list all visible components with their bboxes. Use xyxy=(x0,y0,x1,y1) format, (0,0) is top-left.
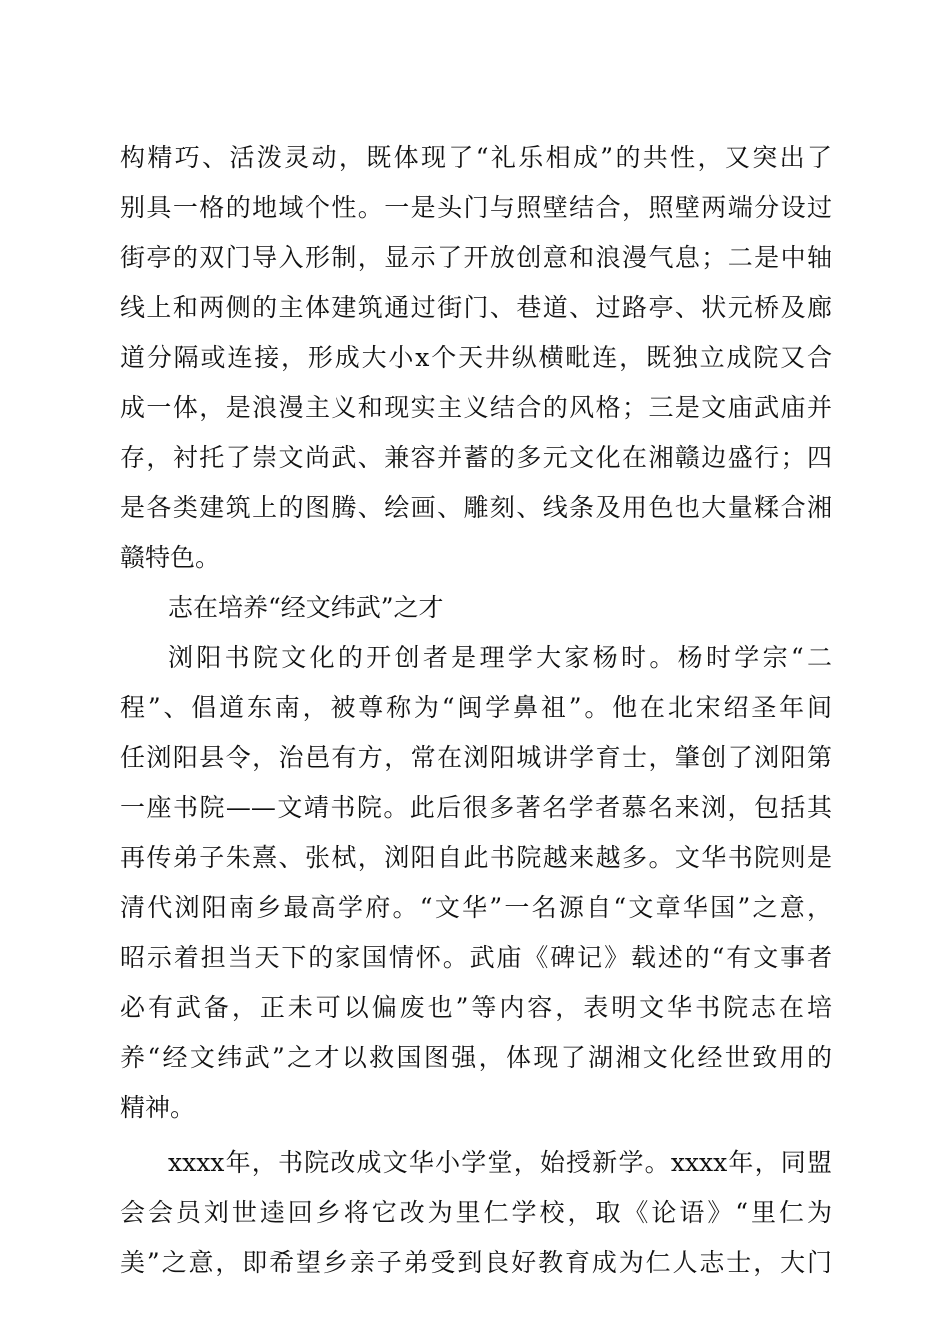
paragraph2-line-10: 精神。 xyxy=(120,1093,196,1122)
paragraph3-line-3: 美”之意，即希望乡亲子弟受到良好教育成为仁人志士，大门 xyxy=(120,1248,832,1277)
paragraph1-line-6: 成一体，是浪漫主义和现实主义结合的风格；三是文庙武庙并 xyxy=(120,393,832,422)
paragraph2-line-2: 程”、倡道东南，被尊称为“闽学鼻祖”。他在北宋绍圣年间 xyxy=(120,693,832,722)
paragraph2-line-6: 清代浏阳南乡最高学府。“文华”一名源自“文章华国”之意， xyxy=(120,893,832,922)
paragraph1-line-8: 是各类建筑上的图腾、绘画、雕刻、线条及用色也大量糅合湘 xyxy=(120,493,832,522)
paragraph3-line-2: 会会员刘世逵回乡将它改为里仁学校，取《论语》“里仁为 xyxy=(120,1198,832,1227)
paragraph1-line-7: 存，衬托了崇文尚武、兼容并蓄的多元文化在湘赣边盛行；四 xyxy=(120,443,832,472)
paragraph3-line-1: xxxx年，书院改成文华小学堂，始授新学。xxxx年，同盟 xyxy=(168,1148,832,1177)
paragraph1-line-2: 别具一格的地域个性。一是头门与照壁结合，照壁两端分设过 xyxy=(120,193,832,222)
paragraph2-line-7: 昭示着担当天下的家国情怀。武庙《碑记》载述的“有文事者 xyxy=(120,943,832,972)
paragraph2-line-1: 浏阳书院文化的开创者是理学大家杨时。杨时学宗“二 xyxy=(168,643,832,672)
section-heading: 志在培养“经文纬武”之才 xyxy=(168,593,444,622)
paragraph2-line-8: 必有武备，正未可以偏废也”等内容，表明文华书院志在培 xyxy=(120,993,832,1022)
paragraph2-line-5: 再传弟子朱熹、张栻，浏阳自此书院越来越多。文华书院则是 xyxy=(120,843,832,872)
paragraph1-line-1: 构精巧、活泼灵动，既体现了“礼乐相成”的共性，又突出了 xyxy=(120,143,832,172)
paragraph2-line-9: 养“经文纬武”之才以救国图强，体现了湖湘文化经世致用的 xyxy=(120,1043,832,1072)
paragraph1-line-4: 线上和两侧的主体建筑通过街门、巷道、过路亭、状元桥及廊 xyxy=(120,293,832,322)
paragraph2-line-4: 一座书院——文靖书院。此后很多著名学者慕名来浏，包括其 xyxy=(120,793,832,822)
paragraph2-line-3: 任浏阳县令，治邑有方，常在浏阳城讲学育士，肇创了浏阳第 xyxy=(120,743,832,772)
paragraph1-line-9: 赣特色。 xyxy=(120,543,221,572)
paragraph1-line-5: 道分隔或连接，形成大小x个天井纵横毗连，既独立成院又合 xyxy=(120,343,832,372)
paragraph1-line-3: 街亭的双门导入形制，显示了开放创意和浪漫气息；二是中轴 xyxy=(120,243,832,272)
